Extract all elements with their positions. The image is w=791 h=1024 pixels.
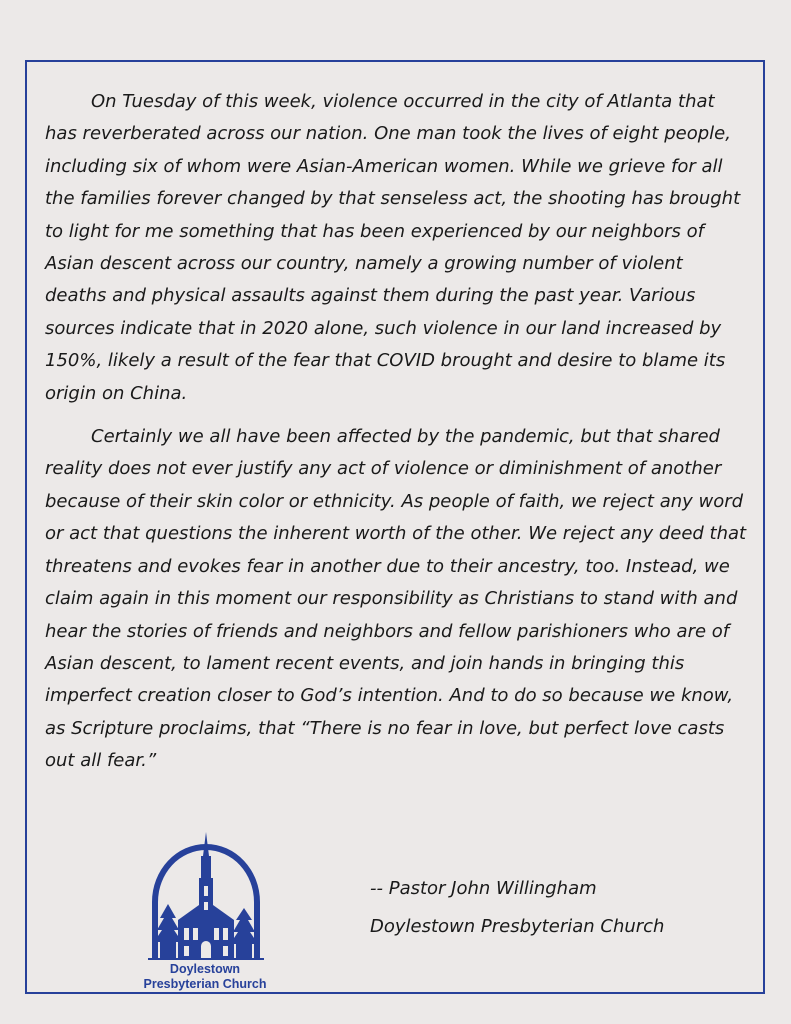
signature-block — [370, 870, 664, 946]
signature-name: -- Pastor John Willingham — [370, 878, 597, 899]
church-logo — [100, 832, 310, 992]
signature-church: Doylestown Presbyterian Church — [370, 916, 665, 937]
logo-text-line-2: Presbyterian Church — [143, 977, 267, 991]
letter-paragraph-2: Certainly we all have been affected by the pandemic, but that shared reality does not ever justify any act of violence or diminishment of another because of their skin color or ethnicity. As people of faith, we reject any word or act that questions the inherent worth of the other. We reject any deed that threatens and evokes fear in another due to their ancestry, too. Instead, we claim again in this moment our responsibility as Christians to stand with and hear the stories of friends and neighbors and fellow parishioners who are of Asian descent, to lament recent events, and join hands in bringing this imperfect creation closer to God’s intention. And to do so because we know, as Scripture proclaims, that “There is no fear in love, but perfect love casts out all fear.” — [45, 426, 747, 772]
church-steeple-icon — [148, 832, 264, 960]
letter-body — [45, 86, 749, 778]
logo-text-line-1: Doylestown — [169, 962, 241, 976]
letter-paragraph-1: On Tuesday of this week, violence occurred in the city of Atlanta that has reverberated across our nation. One man took the lives of eight people, including six of whom were Asian-American women. While we grieve for all the families forever changed by that senseless act, the shooting has brought to light for me something that has been experienced by our neighbors of Asian descent across our country, namely a growing number of violent deaths and physical assaults against them during the past year. Various sources indicate that in 2020 alone, such violence in our land increased by 150%, likely a result of the fear that COVID brought and desire to blame its origin on China. — [45, 91, 741, 404]
